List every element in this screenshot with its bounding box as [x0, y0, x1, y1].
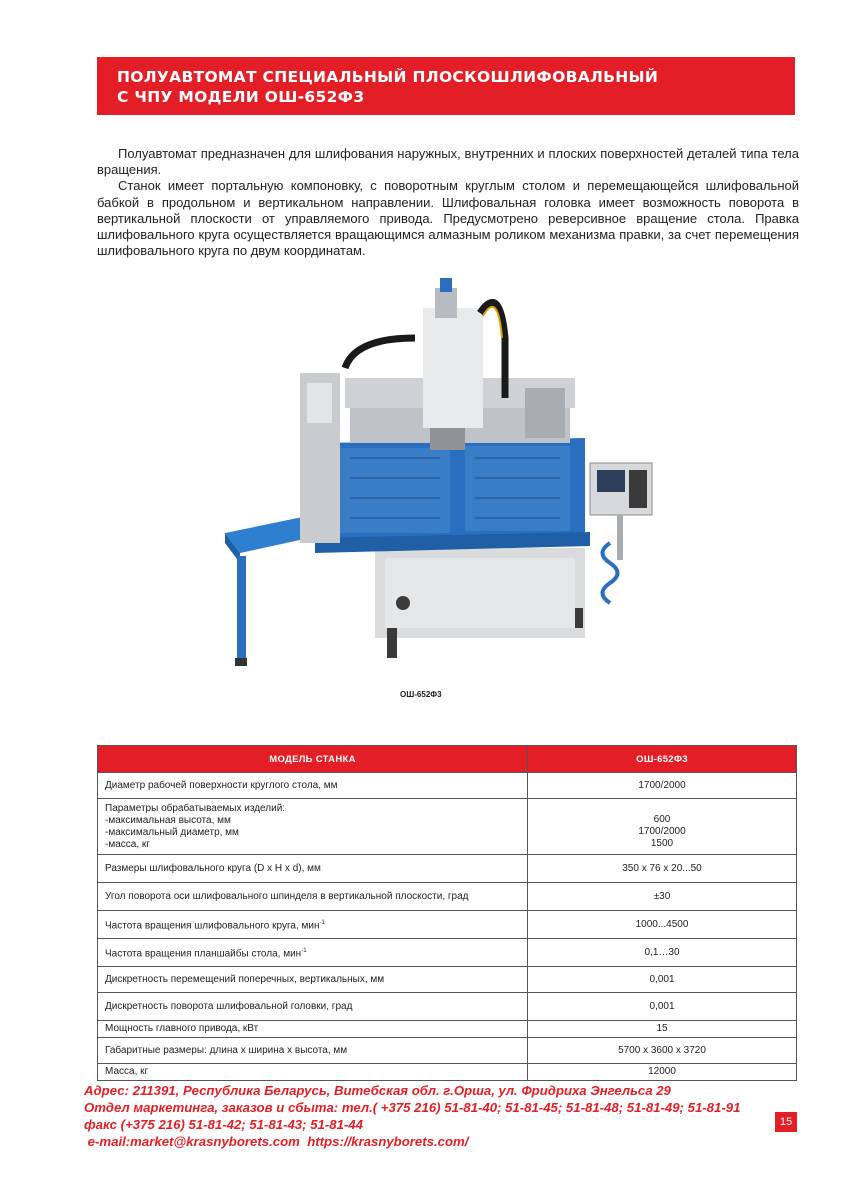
table-leg [237, 556, 246, 661]
specs-table [97, 745, 797, 1081]
row-param [98, 799, 528, 855]
footer-fax: факс (+375 216) 51-81-42; 51-81-43; 51-81-44 [84, 1117, 363, 1132]
value-line: 1700/2000 [638, 825, 686, 837]
intro-paragraph-2: Станок имеет портальную компоновку, с поворотным круглым столом и перемещающейся шлифовальной бабкой в продольном и вертикальном направлении. Шлифовальная головка имеет возможность поворота в вертикальной плоскости от управляемого привода. Предусмотрено реверсивное вращение стола. Правка шлифовального круга осуществляется вращающимся алмазным роликом механизма правки, за счет перемещения шлифовального круга по двум координатам. [97, 178, 799, 259]
grinding-head [423, 308, 483, 428]
param-unit-exponent: -1 [319, 919, 325, 926]
param-text: Частота вращения планшайбы стола, мин [105, 948, 302, 960]
page-title-line-2: С ЧПУ МОДЕЛИ ОШ-652Ф3 [117, 88, 365, 106]
footer-address: Адрес: 211391, Республика Беларусь, Витебская обл. г.Орша, ул. Фридриха Энгельса 29 [84, 1083, 671, 1098]
row-param: Угол поворота оси шлифовального шпинделя в вертикальной плоскости, град [98, 883, 528, 911]
row-value: 12000 [528, 1064, 797, 1081]
row-value: 5700 x 3600 x 3720 [528, 1038, 797, 1064]
machine-photo [225, 278, 665, 673]
table-row [98, 1021, 797, 1038]
value-line: 600 [653, 813, 671, 825]
value-line: 1500 [650, 837, 674, 849]
row-value: 0,001 [528, 993, 797, 1021]
row-value: ±30 [528, 883, 797, 911]
row-value: 15 [528, 1021, 797, 1038]
row-param: Габаритные размеры: длина x ширина x высота, мм [98, 1038, 528, 1064]
page-title-line-1: ПОЛУАВТОМАТ СПЕЦИАЛЬНЫЙ ПЛОСКОШЛИФОВАЛЬНЫЙ [117, 68, 659, 86]
row-value: 350 x 76 x 20...50 [528, 855, 797, 883]
contact-footer [84, 1082, 784, 1150]
row-value: 0,001 [528, 967, 797, 993]
figure-caption: ОШ-652Ф3 [400, 690, 442, 699]
table-row [98, 939, 797, 967]
intro-paragraph-1: Полуавтомат предназначен для шлифования наружных, внутренних и плоских поверхностей деталей типа тела вращения. [97, 146, 799, 178]
param-line: -максимальный диаметр, мм [105, 826, 239, 838]
page-number: 15 [775, 1112, 797, 1132]
row-value [528, 799, 797, 855]
row-param: Размеры шлифовального круга (D x H x d), мм [98, 855, 528, 883]
table-row [98, 799, 797, 855]
row-param: Дискретность поворота шлифовальной головки, град [98, 993, 528, 1021]
table-row [98, 1064, 797, 1081]
table-row [98, 855, 797, 883]
row-param: Масса, кг [98, 1064, 528, 1081]
param-unit-exponent: -1 [301, 947, 307, 954]
param-text: Частота вращения шлифовального круга, мин [105, 920, 320, 932]
row-param: Мощность главного привода, кВт [98, 1021, 528, 1038]
table-row [98, 883, 797, 911]
intro-text [97, 146, 799, 259]
row-param [98, 911, 528, 939]
param-line: -масса, кг [105, 838, 150, 850]
row-param: Дискретность перемещений поперечных, вертикальных, мм [98, 967, 528, 993]
row-value: 1000...4500 [528, 911, 797, 939]
table-header-row [98, 746, 797, 773]
footer-email-link[interactable]: e-mail:market@krasnyborets.com https://krasnyborets.com/ [84, 1134, 469, 1149]
title-banner [97, 57, 795, 115]
row-param: Диаметр рабочей поверхности круглого стола, мм [98, 773, 528, 799]
footer-sales-phones: Отдел маркетинга, заказов и сбыта: тел.( +375 216) 51-81-40; 51-81-45; 51-81-48; 51-81-49; 51-81-91 [84, 1100, 741, 1115]
row-value: 1700/2000 [528, 773, 797, 799]
table-row [98, 993, 797, 1021]
table-row [98, 773, 797, 799]
row-param [98, 939, 528, 967]
table-row [98, 1038, 797, 1064]
param-line: Параметры обрабатываемых изделий: [105, 802, 286, 814]
header-model-value: ОШ-652Ф3 [528, 746, 797, 773]
table-row [98, 967, 797, 993]
row-value: 0,1…30 [528, 939, 797, 967]
param-line: -максимальная высота, мм [105, 814, 231, 826]
table-row [98, 911, 797, 939]
header-model-label: МОДЕЛЬ СТАНКА [98, 746, 528, 773]
